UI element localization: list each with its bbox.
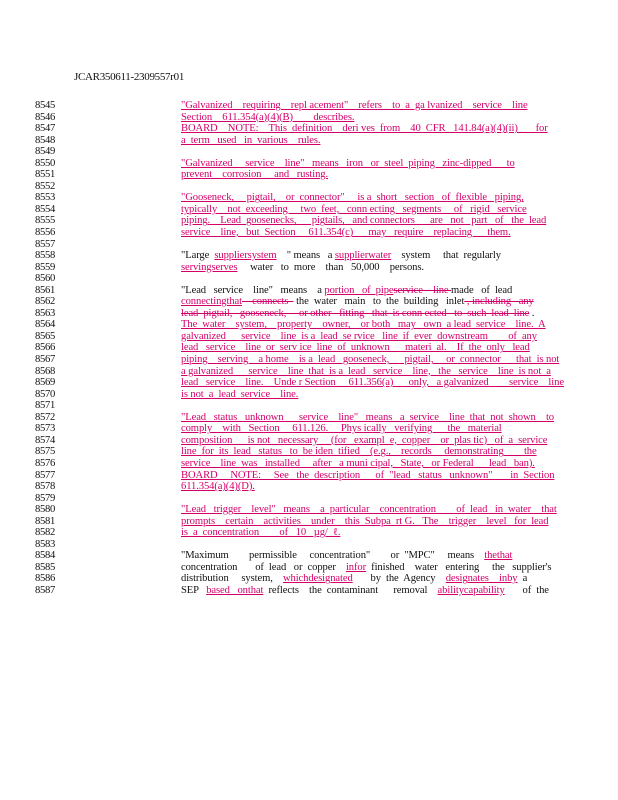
line-text <box>181 527 340 539</box>
line-number: 8557 <box>35 238 55 250</box>
document-line <box>0 192 618 204</box>
line-number: 8577 <box>35 469 55 481</box>
inserted-text: is not a lead service line. <box>181 388 299 400</box>
document-line <box>0 470 618 482</box>
line-text <box>181 285 512 297</box>
document-line <box>0 516 618 528</box>
line-number: 8566 <box>35 342 55 354</box>
line-number: 8552 <box>35 180 55 192</box>
line-number: 8573 <box>35 423 55 435</box>
document-line <box>0 573 618 585</box>
line-text <box>181 192 524 204</box>
plain-text: made of lead <box>451 284 513 296</box>
line-text <box>181 319 546 331</box>
line-text <box>181 423 502 435</box>
inserted-text: "Lead status unknown service line" means a service line that not shown to <box>181 411 554 423</box>
inserted-text: lead service line or serv ice line of unknown materi al. If the only lead <box>181 342 530 354</box>
line-number: 8546 <box>35 111 55 123</box>
document-line <box>0 250 618 262</box>
inserted-text: Section 611.354(a)(4)(B) describes. <box>181 111 355 123</box>
line-number: 8567 <box>35 354 55 366</box>
line-number: 8578 <box>35 481 55 493</box>
line-text <box>181 308 534 320</box>
inserted-text: The water system, property owner, or both may own a lead service line. <box>181 319 539 331</box>
line-text <box>181 366 551 378</box>
inserted-text: is a concentration of 10 µg/ ℓ. <box>181 527 341 539</box>
inserted-text: "Gooseneck, pigtail, or connector" is a short section of flexible piping, <box>181 192 524 204</box>
document-line <box>0 585 618 597</box>
line-text <box>181 123 548 135</box>
document-line <box>0 146 618 158</box>
document-line <box>0 504 618 516</box>
line-text <box>181 158 515 170</box>
line-text <box>181 169 328 181</box>
document-line <box>0 481 618 493</box>
document-line <box>0 389 618 401</box>
document-id-header: JCAR350611-2309557r01 <box>74 71 185 83</box>
plain-text: distribution system, <box>181 573 283 585</box>
document-line <box>0 158 618 170</box>
document-line <box>0 458 618 470</box>
document-body <box>0 100 618 597</box>
line-number: 8545 <box>35 100 55 111</box>
line-number: 8551 <box>35 169 55 181</box>
line-number: 8560 <box>35 273 55 285</box>
inserted-text: composition is not necessary (for exampl e, copper or plas tic) of a service <box>181 434 548 446</box>
line-number: 8548 <box>35 134 55 146</box>
plain-text: a <box>517 573 528 585</box>
inserted-text: line for its lead status to be iden tified (e.g., records demonstrating the <box>181 446 537 458</box>
inserted-text: abilitycapability <box>437 584 505 596</box>
inserted-text: infor <box>345 561 367 573</box>
line-text <box>181 458 535 470</box>
line-text <box>181 435 547 447</box>
document-line <box>0 308 618 320</box>
line-number: 8575 <box>35 446 55 458</box>
line-number: 8561 <box>35 284 55 296</box>
document-line <box>0 100 618 112</box>
plain-text: "Large <box>181 250 215 262</box>
document-line <box>0 366 618 378</box>
inserted-text: "Galvanized requiring repl acement" refers to a ga lvanized service line <box>181 100 528 111</box>
document-line <box>0 123 618 135</box>
line-text <box>181 135 320 147</box>
line-text <box>181 504 557 516</box>
line-number: 8565 <box>35 330 55 342</box>
inserted-text: "Lead trigger level" means a particular concentration of lead in water that <box>181 504 557 516</box>
document-line <box>0 412 618 424</box>
line-text <box>181 112 354 124</box>
plain-text: SEP <box>181 584 207 596</box>
inserted-text: connectingthat <box>181 296 242 308</box>
line-number: 8570 <box>35 388 55 400</box>
inserted-text: galvanized service line is a lead se rvice line if ever downstream of any <box>181 330 537 342</box>
document-line <box>0 562 618 574</box>
inserted-text: servingserves <box>181 261 238 273</box>
line-number: 8574 <box>35 434 55 446</box>
document-line <box>0 135 618 147</box>
document-line <box>0 181 618 193</box>
plain-text: reflects the contaminant removal <box>263 584 438 596</box>
plain-text: finished water entering the supplier's <box>366 561 552 573</box>
document-line <box>0 435 618 447</box>
line-text <box>181 516 548 528</box>
line-text <box>181 215 546 227</box>
line-number: 8559 <box>35 261 55 273</box>
inserted-text: whichdesignated <box>282 573 353 585</box>
inserted-text: suppliersystem <box>214 250 277 262</box>
inserted-text: BOARD NOTE: See the description of "lead status unknown" in Section <box>181 469 555 481</box>
document-line <box>0 400 618 412</box>
document-line <box>0 331 618 343</box>
line-number: 8556 <box>35 227 55 239</box>
line-number: 8576 <box>35 457 55 469</box>
document-line <box>0 273 618 285</box>
line-text <box>181 227 511 239</box>
line-number: 8562 <box>35 296 55 308</box>
line-number: 8555 <box>35 215 55 227</box>
plain-text: water to more than 50,000 persons. <box>237 261 424 273</box>
line-number: 8586 <box>35 573 55 585</box>
line-number: 8568 <box>35 365 55 377</box>
plain-text: the water main to the building inlet <box>293 296 465 308</box>
inserted-text: service line was installed after a muni cipal, State, or Federal lead ban). <box>181 457 535 469</box>
document-line <box>0 285 618 297</box>
inserted-text: a term used in various rules. <box>181 134 321 146</box>
inserted-text: designates inby <box>445 573 518 585</box>
line-number: 8547 <box>35 123 55 135</box>
line-number: 8581 <box>35 515 55 527</box>
line-text <box>181 377 564 389</box>
line-text <box>181 262 424 274</box>
inserted-text: based onthat <box>206 584 264 596</box>
line-text <box>181 585 549 597</box>
inserted-text: thethat <box>484 550 513 562</box>
line-text <box>181 412 554 424</box>
document-line <box>0 296 618 308</box>
line-number: 8569 <box>35 377 55 389</box>
line-text <box>181 470 554 482</box>
line-text <box>181 100 528 112</box>
line-text <box>181 354 559 366</box>
document-line <box>0 319 618 331</box>
line-text <box>181 573 527 585</box>
document-line <box>0 239 618 251</box>
line-number: 8572 <box>35 411 55 423</box>
inserted-text: service line, but Section 611.354(c) may require replacing them. <box>181 227 511 239</box>
document-line <box>0 423 618 435</box>
deleted-text: lead pigtail, gooseneck, or other fitting that is conn ected to such lead line <box>181 307 530 319</box>
line-text <box>181 550 512 562</box>
line-number: 8553 <box>35 192 55 204</box>
line-text <box>181 562 551 574</box>
document-line <box>0 550 618 562</box>
document-line <box>0 169 618 181</box>
document-line <box>0 342 618 354</box>
inserted-text: prompts certain activities under this Subpa rt G. The trigger level for lead <box>181 515 549 527</box>
inserted-text: comply with Section 611.126. Phys ically verifying the material <box>181 423 502 435</box>
line-number: 8571 <box>35 400 55 412</box>
plain-text: of the <box>504 584 549 596</box>
line-number: 8549 <box>35 146 55 158</box>
inserted-text: typically not exceeding two feet, conn ecting segments of rigid service <box>181 203 527 215</box>
document-line <box>0 377 618 389</box>
inserted-text: 611.354(a)(4)(D). <box>181 481 255 493</box>
plain-text: "Maximum permissible concentration" or "MPC" means <box>181 550 485 562</box>
line-number: 8584 <box>35 550 55 562</box>
inserted-text: lead service line. Unde r Section 611.356(a) only, a galvanized service line <box>181 377 564 389</box>
document-line <box>0 227 618 239</box>
line-number: 8563 <box>35 307 55 319</box>
plain-text: "Lead service line" means a <box>181 284 325 296</box>
line-number: 8580 <box>35 504 55 516</box>
plain-text: . <box>529 307 535 319</box>
document-line <box>0 493 618 505</box>
inserted-text: piping serving a home is a lead gooseneck, pigtail, or connector that is not <box>181 354 560 366</box>
document-line <box>0 446 618 458</box>
document-line <box>0 354 618 366</box>
inserted-text: prevent corrosion and rusting. <box>181 169 329 181</box>
inserted-text: "Galvanized service line" means iron or steel piping zinc-dipped to <box>181 157 515 169</box>
line-number: 8564 <box>35 319 55 331</box>
inserted-text: A <box>538 319 546 331</box>
line-text <box>181 250 501 262</box>
inserted-text: a galvanized service line that is a lead service line, the service line is not a <box>181 365 551 377</box>
line-number: 8585 <box>35 561 55 573</box>
inserted-text: portion of pipe <box>324 284 394 296</box>
plain-text: concentration of lead or copper <box>181 561 346 573</box>
line-text <box>181 204 527 216</box>
line-text <box>181 342 530 354</box>
document-line <box>0 204 618 216</box>
plain-text: " means a <box>276 250 335 262</box>
deleted-text: connects <box>241 296 294 308</box>
plain-text: system that regularly <box>391 250 501 262</box>
document-line <box>0 112 618 124</box>
inserted-text: supplierwater <box>334 250 392 262</box>
document-line <box>0 539 618 551</box>
line-number: 8558 <box>35 250 55 262</box>
line-number: 8579 <box>35 492 55 504</box>
document-line <box>0 215 618 227</box>
line-text <box>181 446 537 458</box>
line-number: 8554 <box>35 203 55 215</box>
inserted-text: piping. Lead goosenecks, pigtails, and connectors are not part of the lead <box>181 215 547 227</box>
plain-text: by the Agency <box>352 573 446 585</box>
document-line <box>0 527 618 539</box>
line-number: 8587 <box>35 584 55 596</box>
line-number: 8583 <box>35 538 55 550</box>
document-line <box>0 262 618 274</box>
line-text <box>181 331 537 343</box>
deleted-text: , including any <box>464 296 534 308</box>
line-text <box>181 296 534 308</box>
line-number: 8550 <box>35 157 55 169</box>
line-text <box>181 481 255 493</box>
inserted-text: BOARD NOTE: This definition deri ves from 40 CFR 141.84(a)(4)(ii) for <box>181 123 548 135</box>
deleted-text: service line <box>393 284 452 296</box>
line-number: 8582 <box>35 527 55 539</box>
line-text <box>181 389 298 401</box>
